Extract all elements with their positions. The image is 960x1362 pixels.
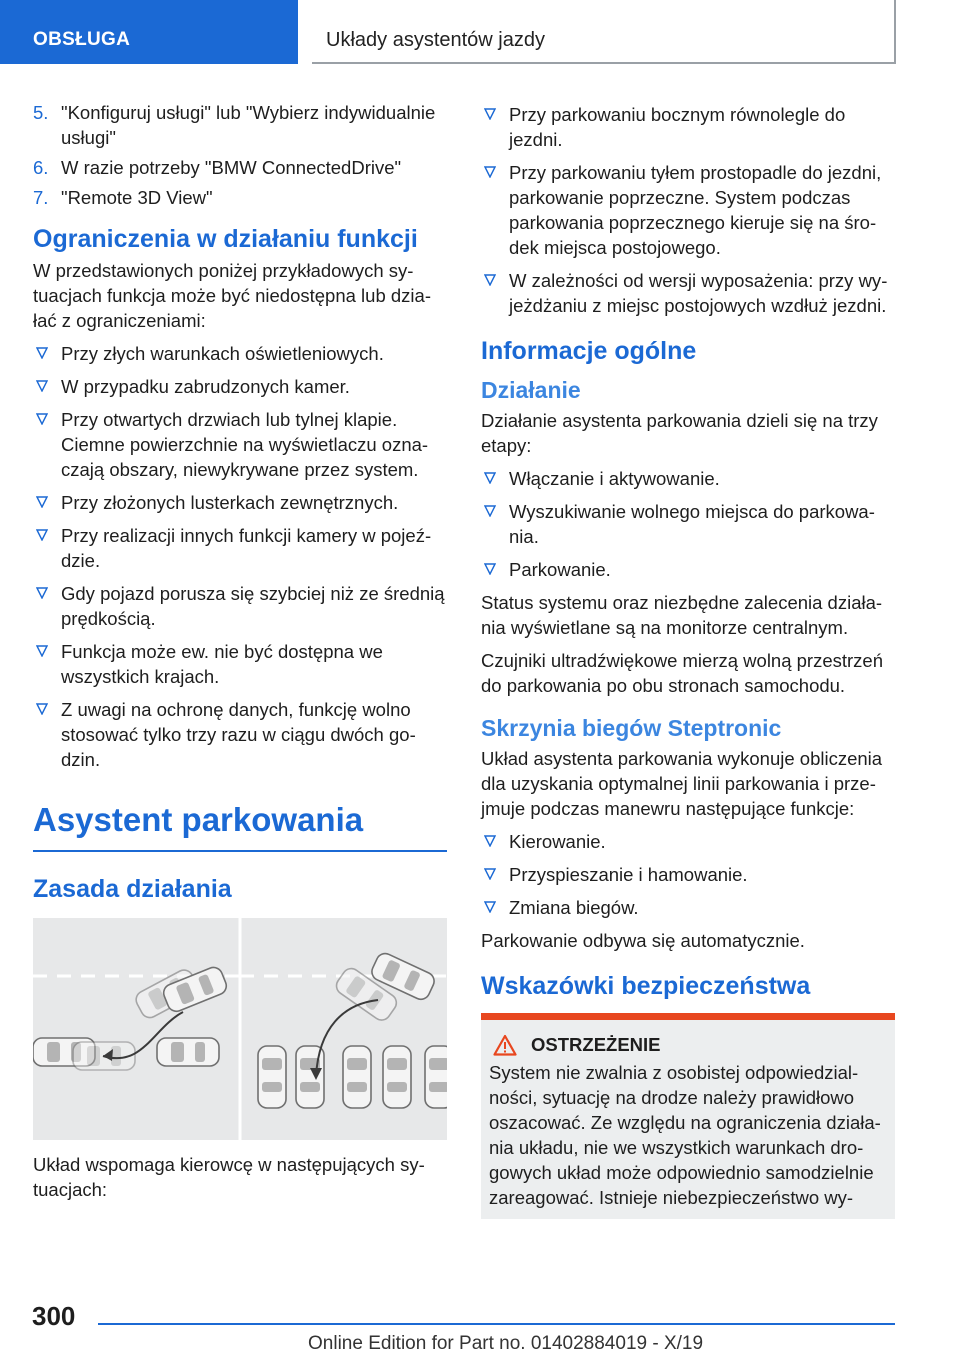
section-tab-label: OBSŁUGA <box>33 29 131 50</box>
triangle-bullet-icon <box>484 563 496 575</box>
warning-triangle-icon <box>493 1034 517 1056</box>
triangle-bullet-icon <box>484 472 496 484</box>
list-item-text: Przy parkowaniu tyłem prostopadle do jezdni, parkowanie poprzeczne. System podczas parkowania poprzecznego kieruje się na środek miejsca postojowego. <box>509 162 882 258</box>
list-item <box>481 862 895 887</box>
right-column <box>481 100 895 1219</box>
list-item-text: Przyspieszanie i hamowanie. <box>509 864 748 885</box>
warning-title: OSTRZEŻENIE <box>531 1034 661 1055</box>
step-item <box>33 185 447 210</box>
list-item <box>33 639 447 689</box>
page-number: 300 <box>32 1301 76 1331</box>
triangle-bullet-icon <box>484 901 496 913</box>
triangle-bullet-icon <box>484 108 496 120</box>
list-item-text: Przy otwartych drzwiach lub tylnej klapie. Ciemne powierzchnie na wyświetlaczu oznaczają obszary, niewykrywane przez system. <box>61 409 429 480</box>
list-item <box>33 407 447 482</box>
list-item-text: Przy parkowaniu bocznym równolegle do jezdni. <box>509 104 846 150</box>
gearbox-functions-list <box>481 829 895 920</box>
chapter-title: Asystent parkowania <box>33 800 447 852</box>
situations-list <box>481 102 895 318</box>
list-item-text: Włączanie i aktywowanie. <box>509 468 720 489</box>
step-number: 7. <box>33 187 49 208</box>
status-text: Status systemu oraz niezbędne zalecenia działania wyświetlane są na monitorze centralnym. <box>481 592 883 638</box>
list-item <box>33 581 447 631</box>
list-item-text: Parkowanie. <box>509 559 611 580</box>
step-number: 5. <box>33 102 49 123</box>
gearbox-intro: Układ asystenta parkowania wykonuje obliczenia dla uzyskania optymalnej linii parkowania i przejmuje podczas manewru następujące funkcje: <box>481 748 883 819</box>
list-item <box>481 268 895 318</box>
stages-list <box>481 466 895 582</box>
triangle-bullet-icon <box>484 505 496 517</box>
page-header <box>0 0 960 66</box>
gearbox-heading: Skrzynia biegów Steptronic <box>481 715 782 741</box>
general-heading: Informacje ogólne <box>481 337 697 365</box>
list-item-text: Zmiana biegów. <box>509 897 639 918</box>
list-item-text: Gdy pojazd porusza się szybciej niż ze średnią prędkością. <box>61 583 445 629</box>
triangle-bullet-icon <box>36 347 48 359</box>
section-tab <box>0 0 298 64</box>
list-item-text: Z uwagi na ochronę danych, funkcję wolno stosować tylko trzy razu w ciągu dwóch godzin. <box>61 699 416 770</box>
triangle-bullet-icon <box>36 496 48 508</box>
list-item <box>481 466 895 491</box>
list-item-text: W przypadku zabrudzonych kamer. <box>61 376 350 397</box>
warning-text: System nie zwalnia z osobistej odpowiedzialności, sytuację na drodze należy prawidłowo oszacować. Ze względu na ograniczenia działania układu, nie we wszystkich warunkach drogowych układ może odpowiednio samodzielnie zareagować. Istnieje niebezpieczeństwo wy- <box>489 1062 881 1208</box>
limits-heading: Ograniczenia w działaniu funkcji <box>33 225 418 253</box>
step-text: "Konfiguruj usługi" lub "Wybierz indywidualnie usługi" <box>61 102 436 148</box>
list-item <box>33 341 447 366</box>
safety-heading: Wskazówki bezpieczeństwa <box>481 972 811 1000</box>
list-item <box>33 523 447 573</box>
list-item <box>481 829 895 854</box>
left-column <box>33 100 447 1210</box>
triangle-bullet-icon <box>36 645 48 657</box>
steps-list <box>33 100 447 210</box>
list-item <box>33 374 447 399</box>
figure-caption: Układ wspomaga kierowcę w następujących sytuacjach: <box>33 1154 425 1200</box>
triangle-bullet-icon <box>484 868 496 880</box>
list-item <box>33 490 447 515</box>
warning-box <box>481 1013 895 1219</box>
list-item-text: W zależności od wersji wyposażenia: przy wyjeżdżaniu z miejsc postojowych wzdłuż jezdni. <box>509 270 888 316</box>
triangle-bullet-icon <box>36 529 48 541</box>
chapter-tab <box>312 0 896 64</box>
list-item-text: Przy realizacji innych funkcji kamery w pojeździe. <box>61 525 432 571</box>
auto-text: Parkowanie odbywa się automatycznie. <box>481 930 805 951</box>
parking-illustration <box>33 918 447 1140</box>
list-item-text: Przy złożonych lusterkach zewnętrznych. <box>61 492 399 513</box>
list-item-text: Funkcja może ew. nie być dostępna we wszystkich krajach. <box>61 641 383 687</box>
limits-list <box>33 341 447 772</box>
list-item <box>33 697 447 772</box>
parking-diagram <box>33 918 447 1140</box>
triangle-bullet-icon <box>36 587 48 599</box>
list-item-text: Przy złych warunkach oświetleniowych. <box>61 343 384 364</box>
limits-intro: W przedstawionych poniżej przykładowych sytuacjach funkcja może być niedostępna lub działać z ograniczeniami: <box>33 260 431 331</box>
list-item <box>481 895 895 920</box>
step-item <box>33 155 447 180</box>
function-intro: Działanie asystenta parkowania dzieli się na trzy etapy: <box>481 410 878 456</box>
triangle-bullet-icon <box>36 703 48 715</box>
list-item-text: Kierowanie. <box>509 831 606 852</box>
triangle-bullet-icon <box>484 835 496 847</box>
step-item <box>33 100 447 150</box>
step-number: 6. <box>33 157 49 178</box>
list-item-text: Wyszukiwanie wolnego miejsca do parkowania. <box>509 501 875 547</box>
triangle-bullet-icon <box>36 380 48 392</box>
sensors-text: Czujniki ultradźwiękowe mierzą wolną przestrzeń do parkowania po obu stronach samochodu. <box>481 650 884 696</box>
footer-divider <box>98 1323 895 1325</box>
list-item <box>481 557 895 582</box>
list-item <box>481 160 895 260</box>
triangle-bullet-icon <box>36 413 48 425</box>
list-item <box>481 102 895 152</box>
warning-title-row <box>489 1034 887 1056</box>
function-heading: Działanie <box>481 377 581 403</box>
principle-heading: Zasada działania <box>33 875 232 903</box>
chapter-tab-label: Układy asystentów jazdy <box>326 29 545 51</box>
step-text: "Remote 3D View" <box>61 187 213 208</box>
triangle-bullet-icon <box>484 166 496 178</box>
footer-edition: Online Edition for Part no. 01402884019 - X/19 <box>308 1333 704 1354</box>
list-item <box>481 499 895 549</box>
step-text: W razie potrzeby "BMW ConnectedDrive" <box>61 157 402 178</box>
triangle-bullet-icon <box>484 274 496 286</box>
